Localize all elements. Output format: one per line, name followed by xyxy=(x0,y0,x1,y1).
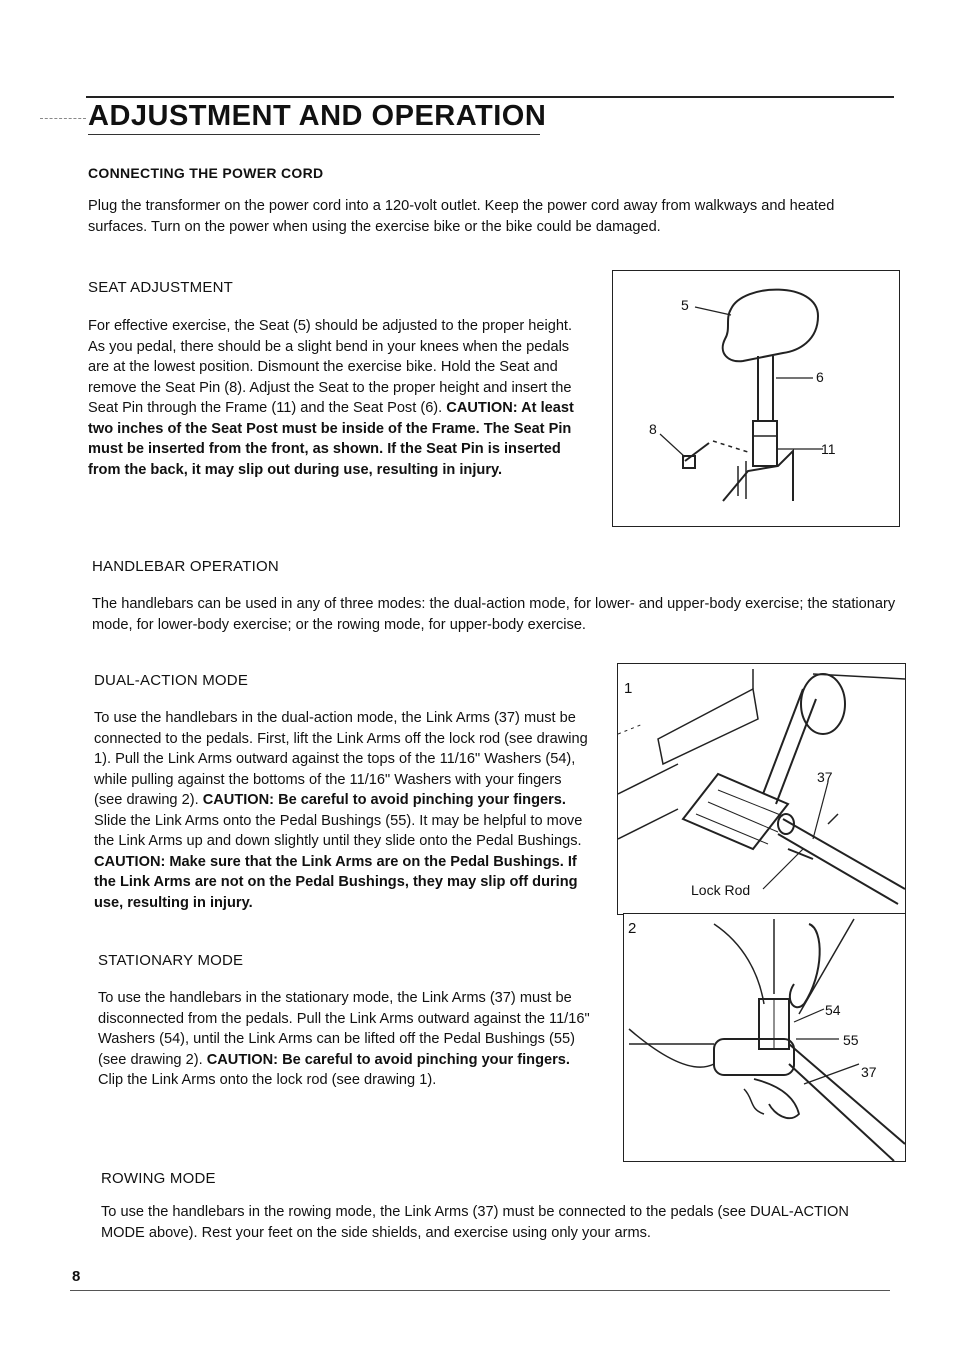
seat-illustration xyxy=(613,271,899,526)
dual-action-text-a: To use the handlebars in the dual-action mode, the Link Arms (37) must be connected to the pedals. First, lift the Link Arms off the lock rod (see drawing 1). Pull the Link Arms outward against the tops of the 11/16" Washers (54), while pulling against the bottoms of the 11/16" Washers with your fingers (see drawing 2). xyxy=(94,710,588,808)
power-cord-heading: CONNECTING THE POWER CORD xyxy=(88,165,324,181)
seat-caution: CAUTION: At least two inches of the Seat Post must be inside of the Frame. The Seat Pin must be inserted from the front, as shown. If the Seat Pin is inserted from the back, it may slip out during use, resulting in injury. xyxy=(88,400,574,478)
seat-figure-label-8: 8 xyxy=(649,421,657,437)
drawing-2 xyxy=(623,913,906,1162)
footer-rule xyxy=(70,1290,890,1291)
dual-action-caution-b: CAUTION: Make sure that the Link Arms are on the Pedal Bushings. If the Link Arms are not on the Pedal Bushings, they may slip off during use, resulting in injury. xyxy=(94,853,578,911)
dual-action-heading: DUAL-ACTION MODE xyxy=(94,672,249,689)
stationary-text xyxy=(98,988,590,1091)
stationary-heading: STATIONARY MODE xyxy=(98,952,244,969)
dual-action-text-b: Slide the Link Arms onto the Pedal Bushings (55). It may be helpful to move the Link Arms up and down slightly until they slide onto the Pedal Bushings. xyxy=(94,812,583,849)
drawing-2-number: 2 xyxy=(628,920,637,937)
seat-heading: SEAT ADJUSTMENT xyxy=(88,279,233,296)
drawing-1 xyxy=(617,663,906,915)
seat-text xyxy=(88,316,582,480)
stationary-text-b: Clip the Link Arms onto the lock rod (see drawing 1). xyxy=(98,1072,437,1088)
handlebar-heading: HANDLEBAR OPERATION xyxy=(92,558,279,575)
seat-text-plain: For effective exercise, the Seat (5) should be adjusted to the proper height. As you pedal, there should be a slight bend in your knees when the pedals are at the lowest position. Dismount the exercise bike. Hold the Seat and remove the Seat Pin (8). Adjust the Seat to the proper height and insert the Seat Pin through the Frame (11) and the Seat Post (6). xyxy=(88,318,573,416)
title-underline xyxy=(88,134,540,135)
title-dash-decoration xyxy=(40,118,86,120)
drawing-2-label-55: 55 xyxy=(843,1032,859,1048)
page-title: ADJUSTMENT AND OPERATION xyxy=(88,100,547,132)
stationary-caution: CAUTION: Be careful to avoid pinching your fingers. xyxy=(206,1051,570,1068)
seat-figure-label-6: 6 xyxy=(816,369,824,385)
seat-figure-label-11: 11 xyxy=(821,441,836,457)
seat-figure xyxy=(612,270,900,527)
title-rule xyxy=(86,96,894,98)
page-number: 8 xyxy=(72,1268,81,1285)
drawing-1-number: 1 xyxy=(624,680,633,697)
drawing-1-illustration xyxy=(618,664,905,914)
drawing-2-illustration xyxy=(624,914,905,1161)
power-cord-text: Plug the transformer on the power cord into a 120-volt outlet. Keep the power cord away from walkways and heated surfaces. Turn on the power when using the exercise bike or the bike could be damaged. xyxy=(88,198,835,235)
rowing-heading: ROWING MODE xyxy=(101,1170,216,1187)
drawing-2-label-37: 37 xyxy=(861,1064,877,1080)
drawing-1-label-lock-rod: Lock Rod xyxy=(691,882,751,898)
handlebar-text: The handlebars can be used in any of three modes: the dual-action mode, for lower- and upper-body exercise; the stationary mode, for lower-body exercise; or the rowing mode, for upper-body exercise. xyxy=(92,596,896,633)
dual-action-caution-a: CAUTION: Be careful to avoid pinching your fingers. xyxy=(202,792,566,808)
drawing-2-label-54: 54 xyxy=(825,1002,841,1018)
rowing-text: To use the handlebars in the rowing mode, the Link Arms (37) must be connected to the pedals (see DUAL-ACTION MODE above). Rest your feet on the side shields, and exercise using only your arms. xyxy=(101,1204,849,1241)
dual-action-text xyxy=(94,708,588,913)
drawing-1-label-37: 37 xyxy=(817,769,833,785)
seat-figure-label-5: 5 xyxy=(681,297,689,313)
stationary-text-a: To use the handlebars in the stationary mode, the Link Arms (37) must be disconnected from the pedals. Pull the Link Arms outward against the 11/16" Washers (54), until the Link Arms can be lifted off the Pedal Bushings (55) (see drawing 2). xyxy=(98,990,590,1068)
